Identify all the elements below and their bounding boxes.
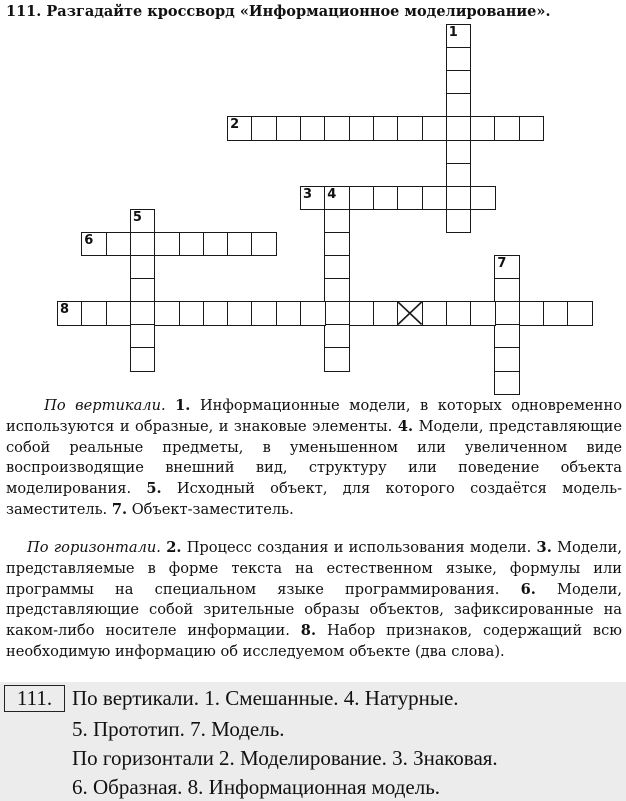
crossword-cell bbox=[106, 232, 132, 256]
crossword-cell bbox=[130, 232, 156, 256]
answer-line: По вертикали. 1. Смешанные. 4. Натурные. bbox=[72, 686, 459, 710]
clue-text: Процесс создания и использования модели. bbox=[186, 539, 532, 556]
clue-text: Модели, представляющие собой зрительные образы объектов, зафиксированные на каком-либо носителе информации. bbox=[6, 580, 623, 640]
crossword-cell-number: 3 bbox=[303, 186, 313, 202]
crossword-cell bbox=[227, 232, 253, 256]
crossword-cell bbox=[130, 324, 156, 348]
crossword-cell bbox=[227, 116, 253, 140]
answer-line: 5. Прототип. 7. Модель. bbox=[72, 717, 285, 741]
crossword-cell bbox=[154, 301, 180, 325]
crossword-cell bbox=[203, 301, 229, 325]
crossword-cell bbox=[397, 301, 423, 325]
crossword-cell bbox=[470, 116, 496, 140]
crossword-cell bbox=[130, 278, 156, 302]
crossword-cell bbox=[324, 301, 350, 325]
crossword-cell bbox=[494, 116, 520, 140]
clue-text: Информационные модели, в которых одновременно используются и образные, и знаковые элементы. bbox=[6, 397, 622, 435]
clue-number: 1. bbox=[175, 397, 191, 414]
crossword-cell bbox=[397, 186, 423, 210]
exercise-number: 111. bbox=[6, 3, 42, 20]
crossword-cell bbox=[179, 301, 205, 325]
crossword-cell bbox=[373, 301, 399, 325]
crossword-cell bbox=[494, 255, 520, 279]
clues-vertical bbox=[6, 396, 622, 521]
crossword-cell bbox=[154, 232, 180, 256]
crossword-cell bbox=[324, 347, 350, 371]
crossword-cell bbox=[446, 116, 472, 140]
clue-text: Объект-заместитель. bbox=[131, 500, 294, 518]
crossword-cell bbox=[130, 301, 156, 325]
crossword-cell bbox=[422, 116, 448, 140]
crossword-cell bbox=[130, 209, 156, 233]
crossword-cell bbox=[446, 24, 472, 48]
crossword-cell bbox=[567, 301, 593, 325]
crossword-cell bbox=[422, 301, 448, 325]
clues-horizontal-heading: По горизонтали. bbox=[27, 539, 161, 556]
crossword-cell-number: 1 bbox=[448, 25, 458, 40]
clue-number: 8. bbox=[300, 622, 317, 640]
crossword-cell bbox=[446, 140, 472, 164]
crossword-cell-number: 6 bbox=[84, 232, 94, 248]
answer-line: По горизонтали 2. Моделирование. 3. Знаковая. bbox=[72, 746, 498, 770]
crossword-cell bbox=[494, 347, 520, 371]
crossword-cell bbox=[179, 232, 205, 256]
crossword-cell bbox=[349, 186, 375, 210]
crossword-cell bbox=[470, 301, 496, 325]
answer-number-box: 111. bbox=[4, 685, 65, 712]
crossword-cell bbox=[324, 324, 350, 348]
crossword-cell bbox=[203, 232, 229, 256]
crossword-cell bbox=[130, 255, 156, 279]
crossword-cell-number: 8 bbox=[60, 302, 70, 318]
clue-number: 6. bbox=[520, 580, 536, 598]
crossword-cell bbox=[130, 347, 156, 371]
crossword-cell bbox=[324, 186, 350, 210]
clue-text: Модели, представляемые в форме текста на естественном языке, формулы или программы на специальном языке программирования. bbox=[6, 539, 623, 598]
crossword-cell bbox=[446, 301, 472, 325]
crossword-cell bbox=[349, 301, 375, 325]
crossword-cell-number: 2 bbox=[230, 117, 240, 133]
crossword-cell bbox=[324, 255, 350, 279]
crossword-cell bbox=[276, 116, 302, 140]
crossword-cell bbox=[446, 163, 472, 187]
crossword-cell bbox=[519, 301, 545, 325]
crossword-cell bbox=[446, 186, 472, 210]
crossword-cell bbox=[373, 116, 399, 140]
crossword-cell bbox=[81, 301, 107, 325]
crossword-cell bbox=[300, 116, 326, 140]
crossword-cell bbox=[446, 93, 472, 117]
crossword-cell bbox=[106, 301, 132, 325]
crossword-cell bbox=[81, 232, 107, 256]
crossword-cell bbox=[494, 301, 520, 325]
crossword-cell bbox=[373, 186, 399, 210]
crossword-cell bbox=[494, 371, 520, 395]
crossword-cell bbox=[519, 116, 545, 140]
crossword-cell bbox=[324, 209, 350, 233]
crossword-cell bbox=[251, 301, 277, 325]
crossword-cell bbox=[227, 301, 253, 325]
clue-number: 7. bbox=[111, 500, 128, 518]
crossword-cell bbox=[300, 301, 326, 325]
crossword-cell bbox=[300, 186, 326, 210]
answer-line: 6. Образная. 8. Информационная модель. bbox=[72, 775, 441, 799]
crossword-cell bbox=[324, 116, 350, 140]
exercise-title bbox=[6, 2, 620, 22]
crossword-cell bbox=[494, 324, 520, 348]
crossword-cell bbox=[276, 301, 302, 325]
answers-block bbox=[0, 682, 626, 801]
crossword-cell bbox=[324, 278, 350, 302]
clue-number: 3. bbox=[536, 539, 552, 556]
cross-mark-icon bbox=[398, 302, 422, 324]
crossword-cell bbox=[422, 186, 448, 210]
clue-text: Исходный объект, для которого создаётся модель-заместитель. bbox=[6, 480, 623, 518]
clue-text: Модели, представляющие собой реальные предметы, в уменьшенном или увеличенном виде воспроизводящие внешний вид, структуру или поведение объекта моделирования. bbox=[6, 417, 623, 498]
crossword-cell-number: 5 bbox=[132, 209, 142, 225]
crossword-cell bbox=[397, 116, 423, 140]
clues-vertical-heading: По вертикали. bbox=[44, 397, 166, 414]
crossword-cell bbox=[446, 70, 472, 94]
clue-number: 2. bbox=[166, 539, 182, 556]
crossword-cell bbox=[349, 116, 375, 140]
crossword-cell bbox=[543, 301, 569, 325]
clue-text: Набор признаков, содержащий всю необходимую информацию об исследуемом объекте (два слова). bbox=[6, 622, 623, 660]
clue-number: 4. bbox=[397, 417, 414, 435]
crossword-cell bbox=[446, 47, 472, 71]
crossword-cell-number: 4 bbox=[327, 186, 337, 202]
clue-number: 5. bbox=[146, 480, 162, 498]
crossword-cell bbox=[446, 209, 472, 233]
crossword-cell bbox=[57, 301, 83, 325]
crossword-cell bbox=[324, 232, 350, 256]
crossword-cell bbox=[494, 278, 520, 302]
crossword-cell bbox=[470, 186, 496, 210]
crossword-cell bbox=[251, 232, 277, 256]
crossword-cell-number: 7 bbox=[497, 256, 507, 271]
clues-horizontal bbox=[6, 538, 622, 663]
crossword-cell bbox=[251, 116, 277, 140]
exercise-title-text: Разгадайте кроссворд «Информационное моделирование». bbox=[46, 3, 551, 20]
